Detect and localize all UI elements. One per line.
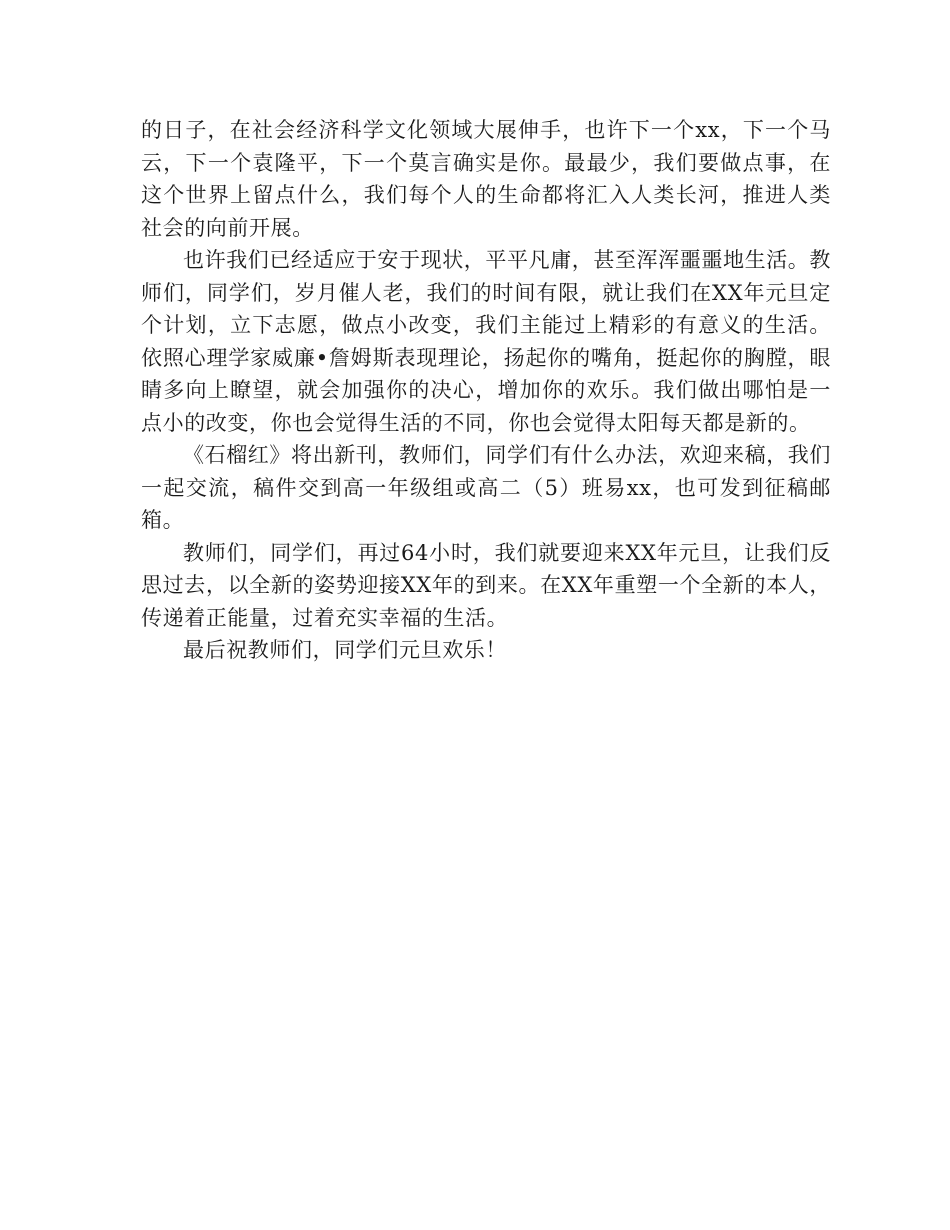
paragraph-1: 的日子，在社会经济科学文化领域大展伸手，也许下一个xx，下一个马云，下一个袁隆平，下一个莫言确实是你。最最少，我们要做点事，在这个世界上留点什么，我们每个人的生命都将汇入人类长河，推进人类社会的向前开展。 — [141, 118, 831, 240]
paragraph-5: 最后祝教师们，同学们元旦欢乐！ — [183, 638, 507, 662]
paragraph-3: 《石榴红》将出新刊，教师们，同学们有什么办法，欢迎来稿，我们一起交流，稿件交到高一年级组或高二（5）班易xx，也可发到征稿邮箱。 — [141, 443, 831, 532]
paragraph-4: 教师们，同学们，再过64小时，我们就要迎来XX年元旦，让我们反思过去，以全新的姿势迎接XX年的到来。在XX年重塑一个全新的本人，传递着正能量，过着充实幸福的生活。 — [141, 540, 831, 630]
document-body — [141, 114, 831, 667]
paragraph-2: 也许我们已经适应于安于现状，平平凡庸，甚至浑浑噩噩地生活。教师们，同学们，岁月催人老，我们的时间有限，就让我们在XX年元旦定个计划，立下志愿，做点小改变，我们主能过上精彩的有意义的生活。依照心理学家威廉•詹姆斯表现理论，扬起你的嘴角，挺起你的胸膛，眼睛多向上瞭望，就会加强你的决心，增加你的欢乐。我们做出哪怕是一点小的改变，你也会觉得生活的不同，你也会觉得太阳每天都是新的。 — [141, 248, 831, 435]
